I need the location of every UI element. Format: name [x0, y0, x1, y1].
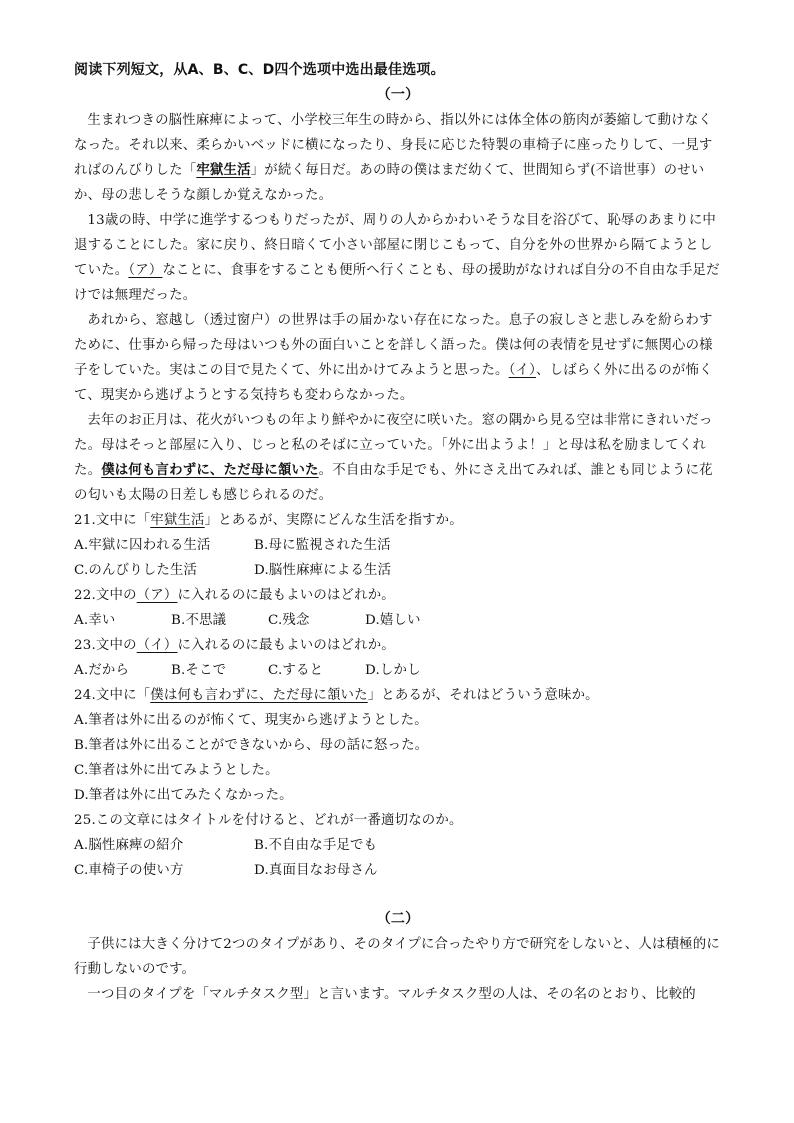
option-a[interactable]: A.幸い	[74, 613, 116, 628]
question-25: 25.この文章にはタイトルを付けると、どれが一番適切なのか。	[74, 813, 463, 828]
question-23: 23.文中の（イ）に入れるのに最もよいのはどれか。	[74, 638, 395, 653]
blank-i: （イ）	[508, 363, 537, 378]
passage-1-paragraph-3: あれから、窓越し（透过窗户）の世界は手の届かない存在になった。息子の寂しさと悲しみを紛らわすために、仕事から帰った母はいつも外の面白いことを詳しく語った。僕は何の表情を見せずに無関心の様子をしていた。実はこの目で見たくて、外に出かけてみようと思った。（イ）、しばらく外に出るのが怖くて、現実から逃げようとする気持ちも変わらなかった。	[74, 313, 713, 403]
option-b[interactable]: B.そこで	[171, 663, 227, 678]
blank-a: （ア）	[128, 263, 163, 278]
question-25-options-row-2	[74, 858, 722, 883]
question-22-options	[74, 608, 722, 633]
option-c[interactable]: C.すると	[268, 663, 324, 678]
passage-1-paragraph-1: 生まれつきの脳性麻痺によって、小学校三年生の時から、指以外には体全体の筋肉が萎縮して動けなくなった。それ以来、柔らかいベッドに横になったり、身長に応じた特製の車椅子に座ったりして、一見すればのんびりした「牢獄生活」が続く毎日だ。あの時の僕はまだ幼くて、世間知らず(不谙世事）のせいか、母の悲しそうな顔しか覚えなかった。	[74, 113, 713, 203]
question-23-options	[74, 658, 722, 683]
question-21: 21.文中に「牢獄生活」とあるが、実際にどんな生活を指すか。	[74, 513, 463, 528]
passage-1-paragraph-4: 去年のお正月は、花火がいつもの年より鮮やかに夜空に咲いた。窓の隅から見る空は非常にきれいだった。母はそっと部屋に入り、じっと私のそばに立っていた。「外に出ようよ！」と母は私を励ましてくれた。僕は何も言わずに、ただ母に頷いた。不自由な手足でも、外にさえ出てみれば、誰とも同じように花の匂いも太陽の日差しも感じられるのだ。	[74, 413, 713, 503]
option-c[interactable]: C.車椅子の使い方	[74, 863, 184, 878]
option-b[interactable]: B.筆者は外に出ることができないから、母の話に怒った。	[74, 738, 429, 753]
option-d[interactable]: D.しかし	[365, 663, 421, 678]
option-c[interactable]: C.残念	[268, 613, 310, 628]
underlined-sentence: 僕は何も言わずに、ただ母に頷いた	[101, 462, 319, 478]
section-2-title: （二）	[376, 911, 420, 927]
passage-2-paragraph-1: 子供には大きく分けて2つのタイプがあり、そのタイプに合ったやり方で研究をしないと、人は積極的に行動しないのです。	[74, 937, 720, 977]
option-d[interactable]: D.真面目なお母さん	[254, 863, 378, 878]
passage-1-paragraph-2: 13歳の時、中学に進学するつもりだったが、周りの人からかわいそうな目を浴びて、恥辱のあまりに中退することにした。家に戻り、終日暗くて小さい部屋に閉じこもって、自分を外の世界から隔てようとしていた。（ア）なことに、食事をすることも便所へ行くことも、母の援助がなければ自分の不自由な手足だけでは無理だった。	[74, 213, 720, 303]
option-b[interactable]: B.不思議	[171, 613, 227, 628]
underlined-phrase: 牢獄生活	[196, 162, 251, 178]
option-a[interactable]: A.脳性麻痺の紹介	[74, 838, 184, 853]
question-25-options-row-1	[74, 833, 722, 858]
option-c[interactable]: C.のんびりした生活	[74, 563, 198, 578]
option-b[interactable]: B.母に監視された生活	[254, 538, 391, 553]
option-c[interactable]: C.筆者は外に出てみようとした。	[74, 763, 279, 778]
question-22: 22.文中の（ア）に入れるのに最もよいのはどれか。	[74, 588, 395, 603]
instruction-heading: 阅读下列短文，从A、B、C、D四个选项中选出最佳选项。	[74, 62, 445, 78]
option-d[interactable]: D.筆者は外に出てみたくなかった。	[74, 788, 293, 803]
option-a[interactable]: A.だから	[74, 663, 130, 678]
document-page	[74, 58, 722, 1007]
question-21-options-row-1	[74, 533, 722, 558]
question-24: 24.文中に「僕は何も言わずに、ただ母に頷いた」とあるが、それはどういう意味か。	[74, 688, 599, 703]
option-a[interactable]: A.牢獄に囚われる生活	[74, 538, 211, 553]
option-d[interactable]: D.嬉しい	[365, 613, 421, 628]
option-b[interactable]: B.不自由な手足でも	[254, 838, 378, 853]
question-21-options-row-2	[74, 558, 722, 583]
passage-2-paragraph-2: 一つ目のタイプを「マルチタスク型」と言います。マルチタスク型の人は、その名のとおり、比較的	[87, 987, 696, 1002]
option-d[interactable]: D.脳性麻痺による生活	[254, 563, 392, 578]
section-1-title: （一）	[376, 87, 420, 103]
option-a[interactable]: A.筆者は外に出るのが怖くて、現実から逃げようとした。	[74, 713, 428, 728]
